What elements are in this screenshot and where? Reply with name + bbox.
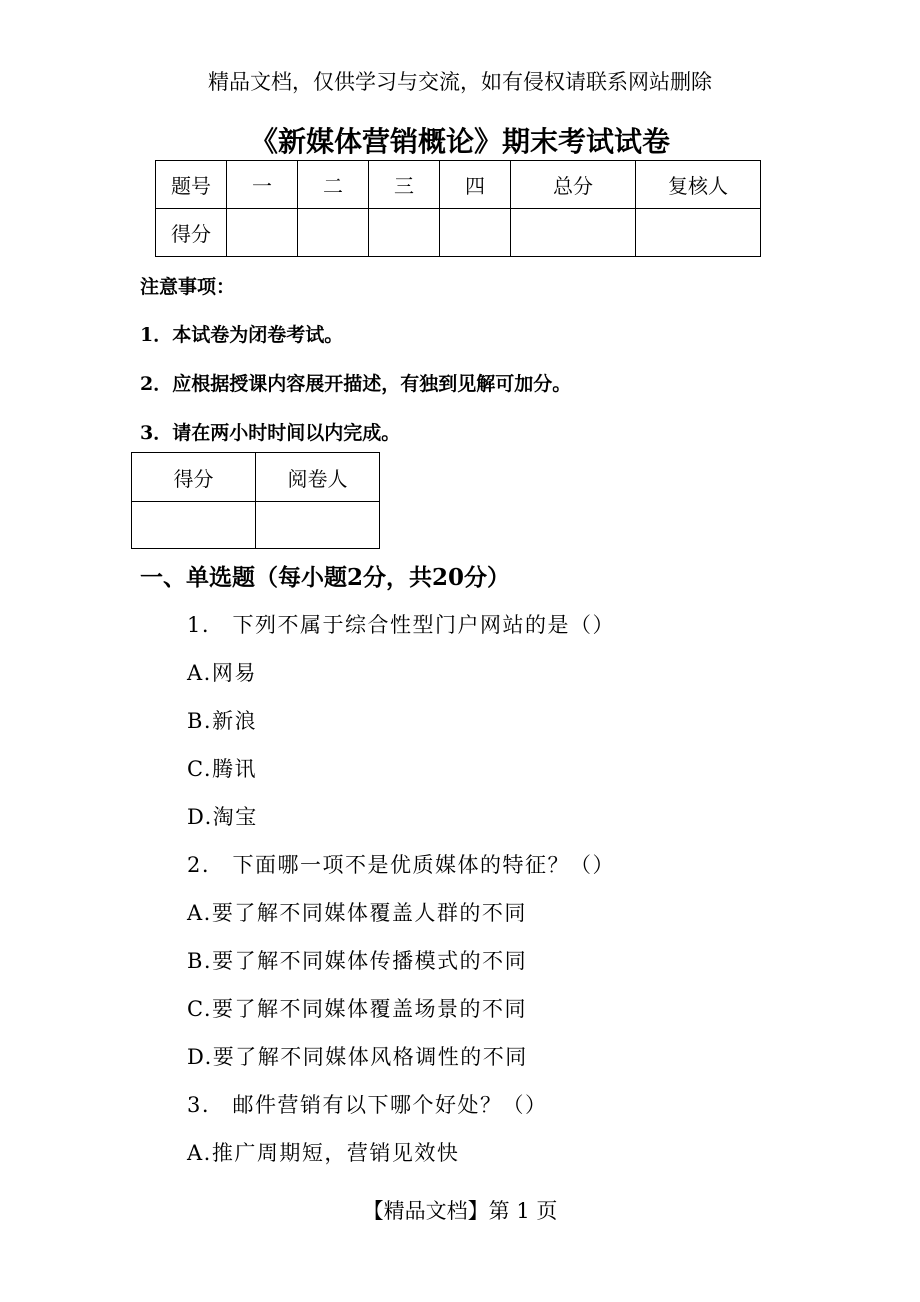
score-cell-blank xyxy=(511,209,636,257)
page-footer: 【精品文档】第 1 页 xyxy=(362,1199,558,1223)
score-table-cell: 一 xyxy=(227,161,298,209)
score-cell-blank xyxy=(440,209,511,257)
header-note: 精品文档，仅供学习与交流，如有侵权请联系网站删除 xyxy=(208,70,712,94)
grader-table xyxy=(131,452,380,549)
notice-item: 2．应根据授课内容展开描述，有独到见解可加分。 xyxy=(140,373,572,395)
score-table-cell: 复核人 xyxy=(636,161,761,209)
option-line: B.要了解不同媒体传播模式的不同 xyxy=(187,949,528,973)
score-table-cell: 二 xyxy=(298,161,369,209)
score-cell-blank xyxy=(369,209,440,257)
option-line: D.淘宝 xyxy=(187,805,258,829)
score-row-label: 得分 xyxy=(156,209,227,257)
option-line: D.要了解不同媒体风格调性的不同 xyxy=(187,1045,528,1069)
score-table-cell: 总分 xyxy=(511,161,636,209)
option-line: C.腾讯 xyxy=(187,757,257,781)
grader-score-header: 得分 xyxy=(132,453,256,502)
grader-cell-blank xyxy=(132,502,256,549)
score-table-cell: 四 xyxy=(440,161,511,209)
section-title: 一、单选题（每小题2分，共20分） xyxy=(140,564,511,591)
question-1: 1. 下列不属于综合性型门户网站的是（） xyxy=(187,613,616,637)
option-line: A.推广周期短，营销见效快 xyxy=(187,1141,460,1165)
score-cell-blank xyxy=(227,209,298,257)
grader-name-header: 阅卷人 xyxy=(256,453,380,502)
option-line: B.新浪 xyxy=(187,709,258,733)
notice-item: 1．本试卷为闭卷考试。 xyxy=(140,324,344,346)
score-table xyxy=(155,160,761,257)
score-cell-blank xyxy=(298,209,369,257)
grader-cell-blank xyxy=(256,502,380,549)
score-cell-blank xyxy=(636,209,761,257)
exam-title: 《新媒体营销概论》期末考试试卷 xyxy=(249,125,670,158)
question-2: 2. 下面哪一项不是优质媒体的特征？（） xyxy=(187,853,616,877)
score-table-header-row xyxy=(156,161,761,209)
score-table-score-row xyxy=(156,209,761,257)
notice-item: 3．请在两小时时间以内完成。 xyxy=(140,422,401,444)
option-line: A.要了解不同媒体覆盖人群的不同 xyxy=(187,901,527,925)
option-line: A.网易 xyxy=(187,661,257,685)
question-3: 3. 邮件营销有以下哪个好处？（） xyxy=(187,1093,548,1117)
score-table-cell: 三 xyxy=(369,161,440,209)
option-line: C.要了解不同媒体覆盖场景的不同 xyxy=(187,997,527,1021)
score-table-cell: 题号 xyxy=(156,161,227,209)
notice-label: 注意事项： xyxy=(140,276,236,298)
